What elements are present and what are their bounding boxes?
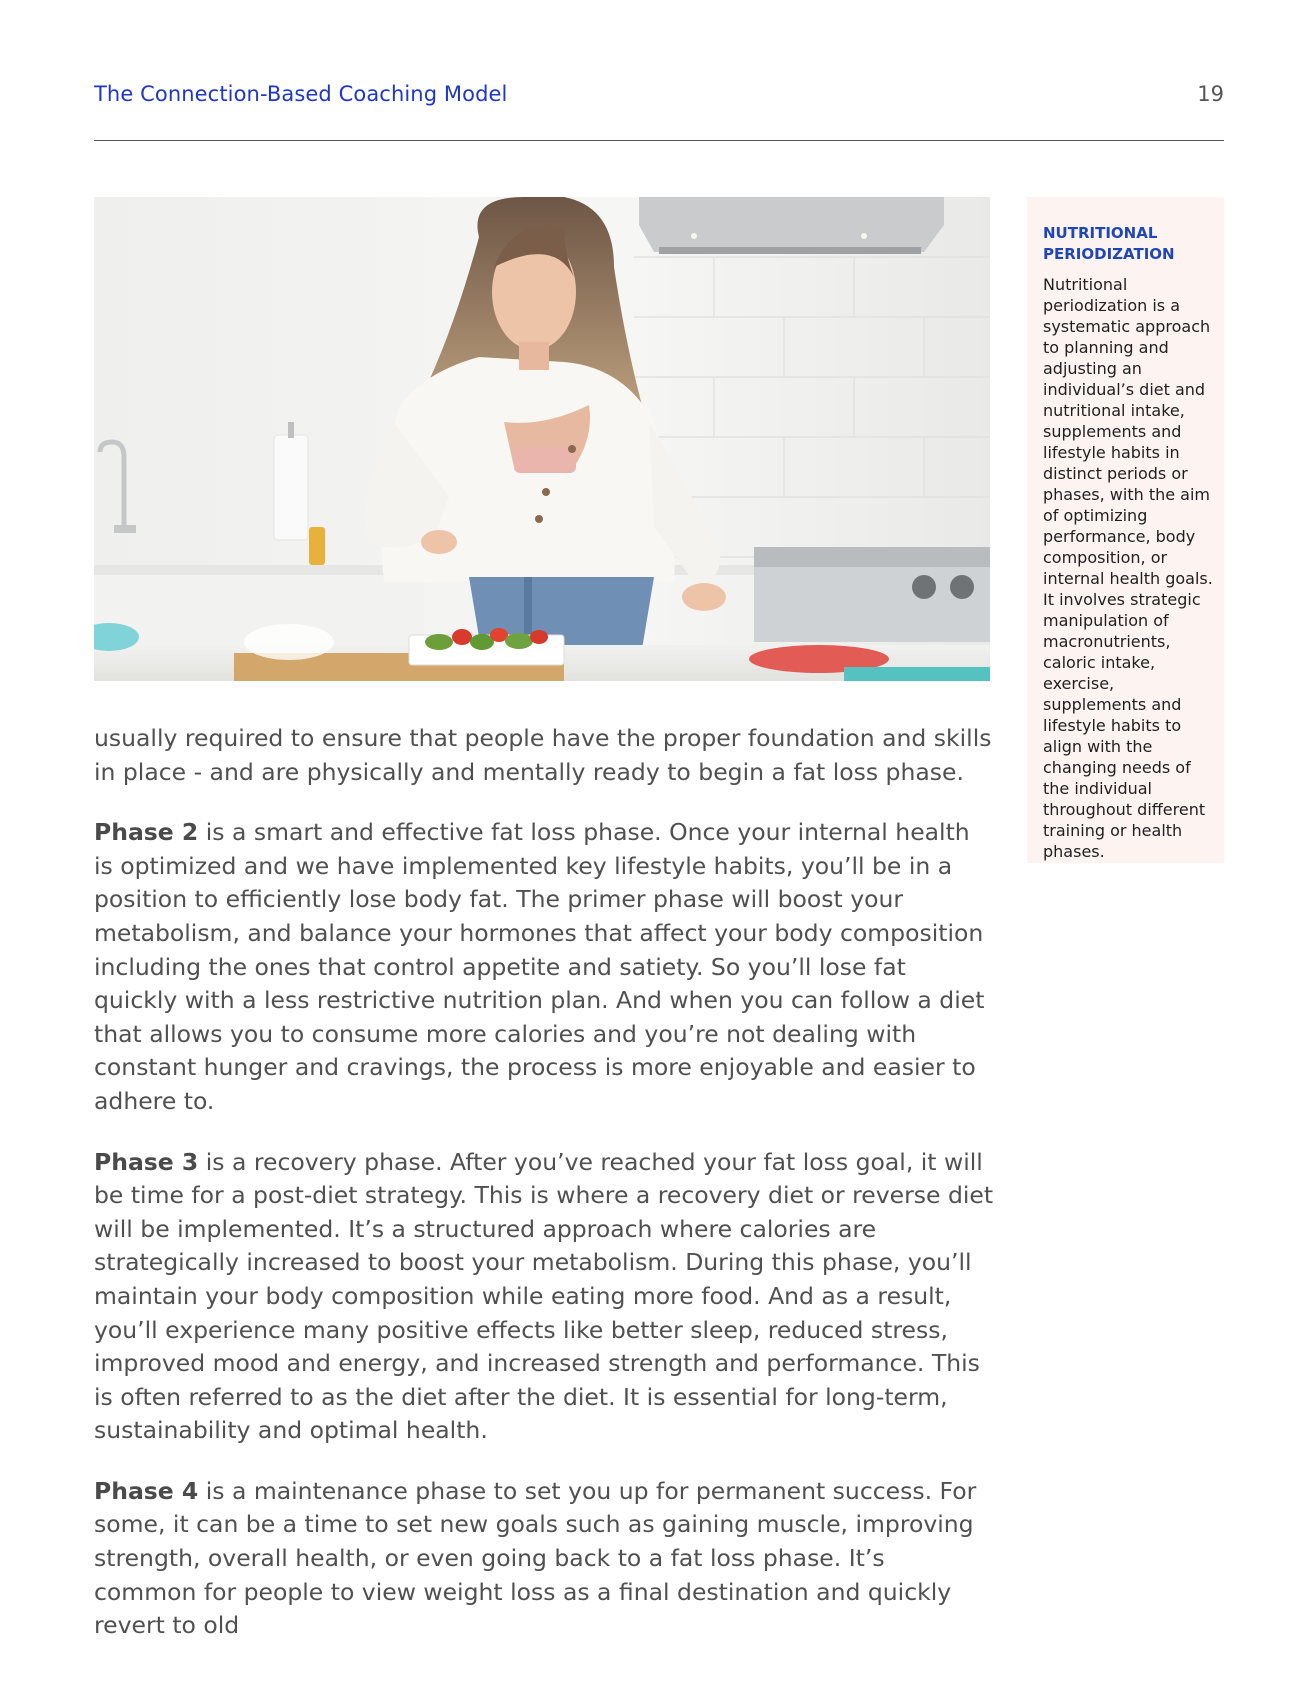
phase-3-paragraph [94, 1146, 994, 1448]
intro-paragraph: usually required to ensure that people have the proper foundation and skills in place - and are physically and mentally ready to begin a fat loss phase. [94, 724, 992, 786]
definition-sidebar [1027, 197, 1224, 863]
phase-4-text: is a maintenance phase to set you up for permanent success. For some, it can be a time to set new goals such as gaining muscle, improving strength, overall health, or even going back to a fat loss phase. It’s common for people to view weight loss as a final destination and quickly revert to old [94, 1476, 977, 1640]
sidebar-definition-text: Nutritional periodization is a systematic approach to planning and adjusting an individual’s diet and nutritional intake, supplements and lifestyle habits in distinct periods or phases, with the aim of optimizing performance, body composition, or internal health goals. It involves strategic manipulation of macronutrients, caloric intake, exercise, supplements and lifestyle habits to align with the changing needs of the individual throughout different training or health phases. [1043, 275, 1213, 861]
header-divider [94, 140, 1224, 141]
phase-2-label: Phase 2 [94, 818, 199, 847]
body-text [94, 722, 994, 1670]
phase-4-paragraph [94, 1475, 994, 1643]
phase-2-text: is a smart and effective fat loss phase. Once your internal health is optimized and we have implemented key lifestyle habits, you’ll be in a position to efficiently lose body fat. The primer phase will boost your metabolism, and balance your hormones that affect your body composition including the ones that control appetite and satiety. So you’ll lose fat quickly with a less restrictive nutrition plan. And when you can follow a diet that allows you to consume more calories and you’re not dealing with constant hunger and cravings, the process is more enjoyable and easier to adhere to. [94, 818, 985, 1115]
phase-4-label: Phase 4 [94, 1476, 199, 1505]
page-header [94, 80, 1224, 114]
sidebar-title: NUTRITIONAL PERIODIZATION [1043, 224, 1175, 263]
phase-3-text: is a recovery phase. After you’ve reached your fat loss goal, it will be time for a post-diet strategy. This is where a recovery diet or reverse diet will be implemented. It’s a structured approach where calories are strategically increased to boost your metabolism. During this phase, you’ll maintain your body composition while eating more food. And as a result, you’ll experience many positive effects like better sleep, reduced stress, improved mood and energy, and increased strength and performance. This is often referred to as the diet after the diet. It is essential for long-term, sustainability and optimal health. [94, 1147, 994, 1445]
phase-3-label: Phase 3 [94, 1147, 199, 1176]
kitchen-photo [94, 197, 990, 681]
phase-2-paragraph [94, 816, 994, 1118]
page-number: 19 [1197, 82, 1224, 106]
running-header-title: The Connection-Based Coaching Model [94, 82, 508, 106]
